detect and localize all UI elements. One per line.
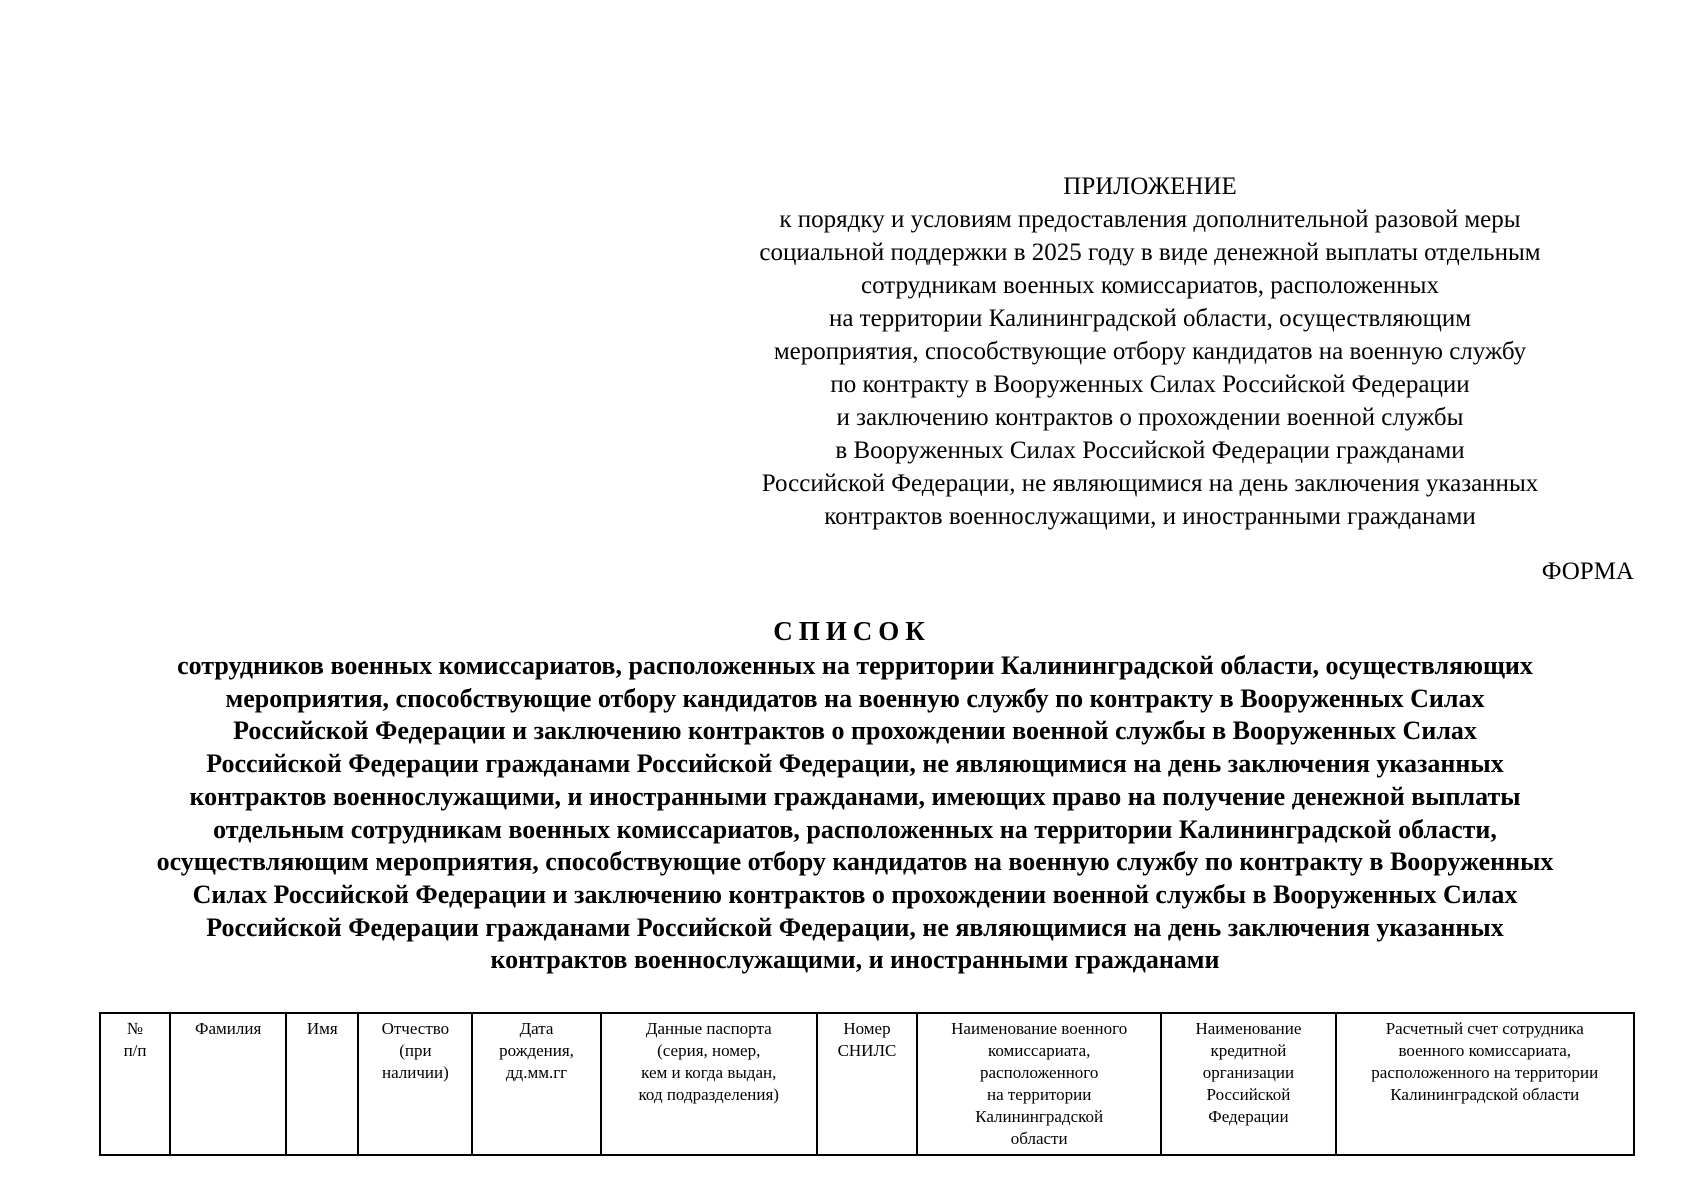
- list-subtitle-line: контрактов военнослужащими, и иностранными гражданами: [490, 945, 1220, 975]
- header-patronymic: Отчество (при наличии): [358, 1013, 472, 1155]
- appendix-line: на территории Калининградской области, осуществляющим: [828, 305, 1472, 332]
- list-subtitle-line: Российской Федерации гражданами Российской Федерации, не являющимися на день заключения указанных: [206, 749, 1504, 779]
- appendix-line: Российской Федерации, не являющимися на день заключения указанных: [761, 470, 1539, 497]
- appendix-line: социальной поддержки в 2025 году в виде денежной выплаты отдельным: [759, 239, 1541, 266]
- employee-list-table: [99, 1012, 1635, 1156]
- list-subtitle-line: Российской Федерации и заключению контрактов о прохождении военной службы в Вооруженных Силах: [233, 716, 1477, 746]
- appendix-line: сотрудникам военных комиссариатов, расположенных: [861, 272, 1439, 299]
- appendix-block: [720, 170, 1580, 533]
- appendix-line: мероприятия, способствующие отбору кандидатов на военную службу: [773, 338, 1527, 365]
- table-header-row: [100, 1013, 1634, 1155]
- header-commissariat-name: Наименование военного комиссариата, расположенного на территории Калининградской области: [917, 1013, 1161, 1155]
- header-first-name: Имя: [286, 1013, 358, 1155]
- list-subtitle-line: мероприятия, способствующие отбору кандидатов на военную службу по контракту в Вооруженных Силах: [225, 683, 1485, 713]
- list-subtitle-line: контрактов военнослужащими, и иностранными гражданами, имеющих право на получение денежной выплаты: [189, 781, 1521, 811]
- appendix-line: по контракту в Вооруженных Силах Российской Федерации: [830, 371, 1470, 398]
- list-subtitle-line: сотрудников военных комиссариатов, расположенных на территории Калининградской области, осуществляющих: [177, 651, 1533, 680]
- form-label: ФОРМА: [1541, 558, 1634, 585]
- list-subtitle-line: Российской Федерации гражданами Российской Федерации, не являющимися на день заключения указанных: [206, 912, 1504, 942]
- header-passport-data: Данные паспорта (серия, номер, кем и когда выдан, код подразделения): [601, 1013, 817, 1155]
- list-subtitle-line: отдельным сотрудникам военных комиссариатов, расположенных на территории Калининградской области,: [213, 814, 1497, 844]
- list-subtitle: [80, 650, 1630, 977]
- header-surname: Фамилия: [170, 1013, 286, 1155]
- header-birth-date: Дата рождения, дд.мм.гг: [472, 1013, 600, 1155]
- list-title: СПИСОК: [773, 616, 931, 646]
- appendix-line: и заключению контрактов о прохождении военной службы: [836, 404, 1464, 431]
- appendix-heading: ПРИЛОЖЕНИЕ: [1063, 173, 1237, 200]
- appendix-line: в Вооруженных Силах Российской Федерации гражданами: [835, 437, 1465, 464]
- header-credit-organization: Наименование кредитной организации Российской Федерации: [1161, 1013, 1335, 1155]
- appendix-line: контрактов военнослужащими, и иностранными гражданами: [824, 503, 1476, 530]
- header-row-number: № п/п: [100, 1013, 170, 1155]
- list-subtitle-line: Силах Российской Федерации и заключению контрактов о прохождении военной службы в Вооруженных Силах: [192, 879, 1518, 909]
- appendix-line: к порядку и условиям предоставления дополнительной разовой меры: [779, 206, 1521, 233]
- list-subtitle-line: осуществляющим мероприятия, способствующие отбору кандидатов на военную службу по контракту в Вооруженных: [156, 847, 1554, 877]
- header-snils: Номер СНИЛС: [817, 1013, 917, 1155]
- header-bank-account: Расчетный счет сотрудника военного комиссариата, расположенного на территории Калининградской области: [1336, 1013, 1634, 1155]
